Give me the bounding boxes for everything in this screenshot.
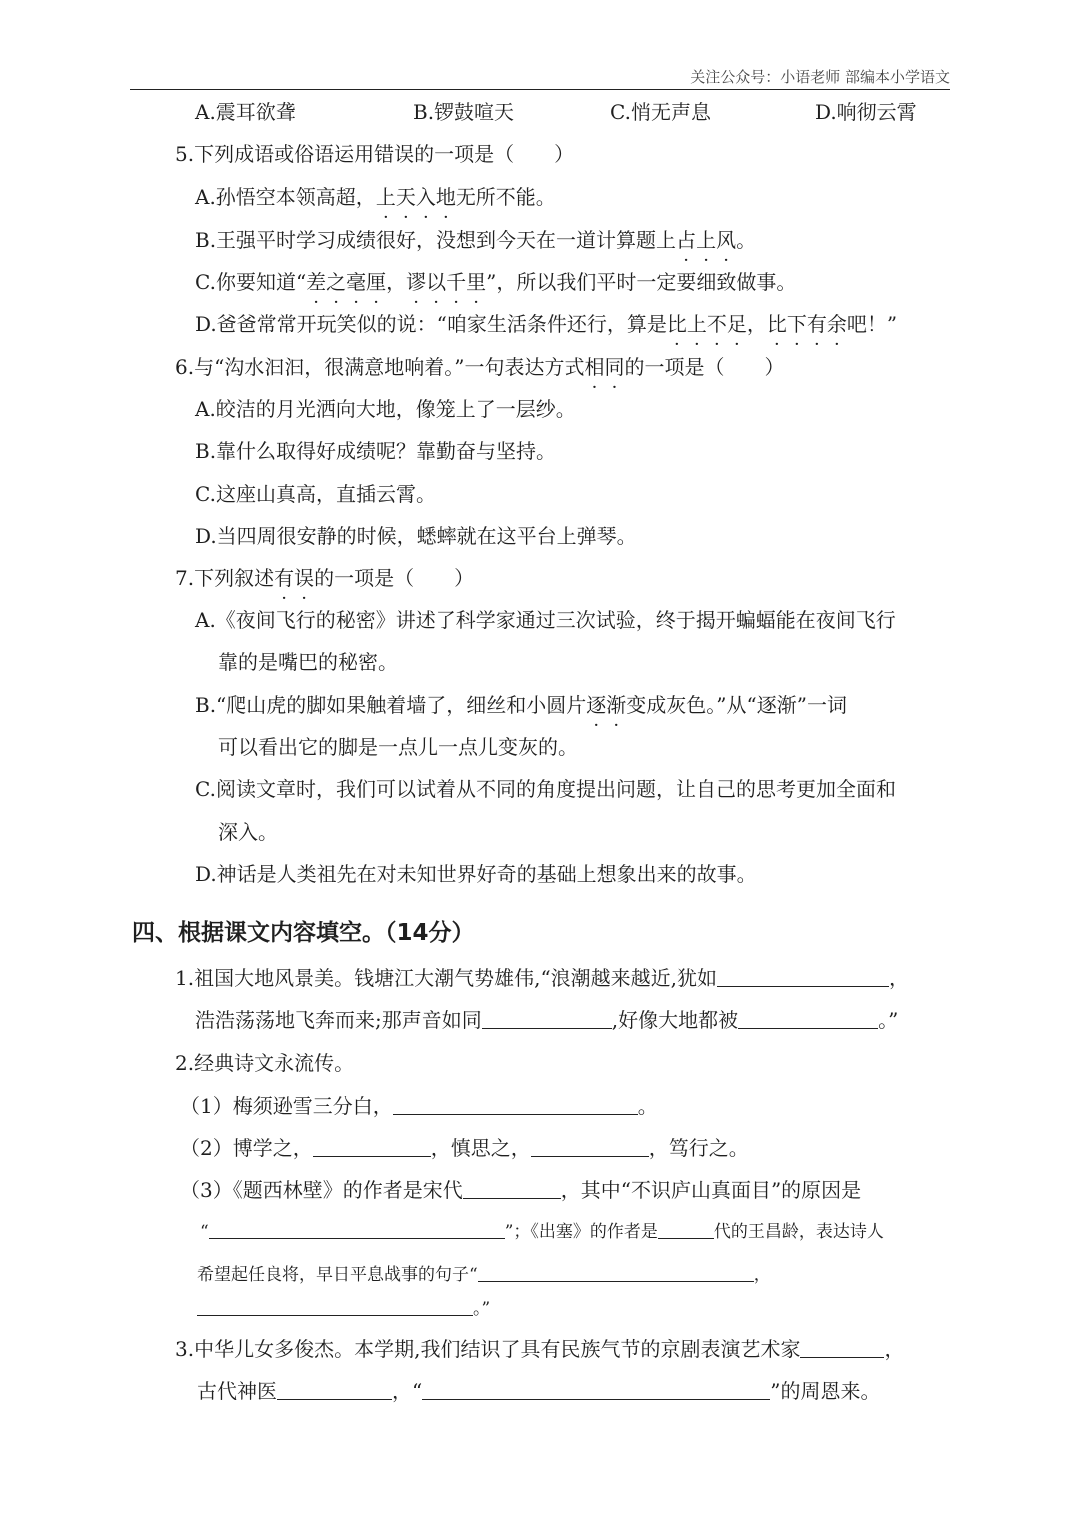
text: 无所不能。: [455, 185, 556, 209]
text: C.你要知道“: [195, 270, 307, 294]
dotted-char: 入: [415, 185, 436, 209]
fill-2-3-line4: [197, 1295, 490, 1323]
text: 。: [637, 1094, 658, 1118]
fill-2-2: [180, 1134, 749, 1162]
text: A.孙悟空本领高超，: [195, 185, 376, 209]
answer-blank[interactable]: [478, 1261, 754, 1282]
dotted-char: 足: [726, 312, 747, 336]
dotted-char: 逐: [586, 693, 607, 717]
answer-blank[interactable]: [393, 1094, 638, 1115]
dotted-char: 以: [426, 270, 447, 294]
text: ，: [746, 312, 767, 336]
text: 7.下列叙述: [175, 566, 275, 590]
dotted-char: 渐: [606, 693, 627, 717]
answer-blank[interactable]: [463, 1178, 561, 1199]
option-a: A.震耳欲聋: [195, 100, 296, 124]
question-5-option-b: [195, 226, 756, 254]
question-6-option-d: D.当四周很安静的时候，蟋蟀就在这平台上弹琴。: [195, 524, 637, 548]
option-d: D.响彻云霄: [815, 100, 917, 124]
text: 。”: [473, 1299, 491, 1319]
dotted-char: 比: [766, 312, 787, 336]
fill-2-3-line2: [200, 1218, 884, 1246]
question-5-option-a: [195, 183, 556, 211]
text: 1.祖国大地风景美。钱塘江大潮气势雄伟,“浪潮越来越近,犹如: [175, 966, 718, 990]
dotted-char: 地: [435, 185, 456, 209]
page-header: 关注公众号：小语老师 部编本小学语文: [690, 68, 950, 86]
text: ”，所以我们平时一定要细致做事。: [486, 270, 797, 294]
question-7-option-d: D.神话是人类祖先在对未知世界好奇的基础上想象出来的故事。: [195, 862, 757, 886]
question-7-option-b-line1: [195, 691, 847, 719]
fill-2-3-line3: [197, 1261, 771, 1289]
question-5-option-c: [195, 268, 796, 296]
question-6-option-a: A.皎洁的月光洒向大地，像笼上了一层纱。: [195, 397, 576, 421]
dotted-char: 风: [716, 228, 737, 252]
question-7-option-a-line2: 靠的是嘴巴的秘密。: [218, 650, 398, 674]
text: 3.中华儿女多俊杰。本学期,我们结识了具有民族气节的京剧表演艺术家: [175, 1337, 801, 1361]
dotted-char: 误: [294, 566, 315, 590]
text: ，: [753, 1265, 771, 1285]
text: 。: [736, 228, 757, 252]
question-7-option-c-line2: 深入。: [218, 820, 278, 844]
text: 。”: [878, 1008, 899, 1032]
answer-blank[interactable]: [422, 1379, 770, 1400]
dotted-char: 上: [696, 228, 717, 252]
text: （2）博学之，: [180, 1136, 313, 1160]
fill-2-3-line1: [180, 1176, 861, 1204]
fill-2-1: [180, 1092, 658, 1120]
dotted-char: 占: [676, 228, 697, 252]
text: ，笃行之。: [648, 1136, 749, 1160]
question-5-stem: 5.下列成语或俗语运用错误的一项是（ ）: [175, 142, 575, 166]
answer-blank[interactable]: [209, 1218, 505, 1239]
question-5-option-d: [195, 310, 897, 338]
text: ，: [889, 966, 910, 990]
question-7-stem: [175, 564, 474, 592]
question-7-option-a-line1: A.《夜间飞行的秘密》讲述了科学家通过三次试验，终于揭开蝙蝠能在夜间飞行: [195, 608, 896, 632]
dotted-char: 厘: [366, 270, 387, 294]
dotted-char: 天: [395, 185, 416, 209]
fill-1-line2: [195, 1006, 898, 1034]
question-7-option-c-line1: C.阅读文章时，我们可以试着从不同的角度提出问题，让自己的思考更加全面和: [195, 777, 896, 801]
dotted-char: 有: [806, 312, 827, 336]
answer-blank[interactable]: [313, 1136, 431, 1157]
text: 变成灰色。”从“逐渐”一词: [626, 693, 847, 717]
header-rule: [130, 89, 950, 90]
text: ，: [884, 1337, 905, 1361]
text: 浩浩荡荡地飞奔而来;那声音如同: [195, 1008, 482, 1032]
text: 的一项是（ ）: [314, 566, 475, 590]
text: 古代神医: [197, 1379, 277, 1403]
answer-blank[interactable]: [482, 1008, 612, 1029]
text: ，其中“不识庐山真面目”的原因是: [560, 1178, 862, 1202]
fill-3-line1: [175, 1335, 904, 1363]
text: ,好像大地都被: [611, 1008, 739, 1032]
answer-blank[interactable]: [738, 1008, 878, 1029]
dotted-char: 千: [446, 270, 467, 294]
question-7-option-b-line2: 可以看出它的脚是一点儿一点儿变灰的。: [218, 735, 578, 759]
text: D.爸爸常常开玩笑似的说：“咱家生活条件还行，算是: [195, 312, 667, 336]
answer-blank[interactable]: [531, 1136, 649, 1157]
option-b: B.锣鼓喧天: [413, 100, 515, 124]
dotted-char: 下: [786, 312, 807, 336]
fill-1-line1: [175, 964, 909, 992]
answer-blank[interactable]: [800, 1337, 884, 1358]
text: 吧！”: [846, 312, 898, 336]
text: （3）《题西林壁》的作者是宋代: [180, 1178, 463, 1202]
dotted-char: 之: [326, 270, 347, 294]
text: B.王强平时学习成绩很好，没想到今天在一道计算题上: [195, 228, 677, 252]
text: ，“: [392, 1379, 423, 1403]
answer-blank[interactable]: [277, 1379, 392, 1400]
section-4-title: 四、根据课文内容填空。（14分）: [132, 920, 475, 946]
text: B.“爬山虎的脚如果触着墙了，细丝和小圆片: [195, 693, 587, 717]
dotted-char: 里: [466, 270, 487, 294]
dotted-char: 有: [274, 566, 295, 590]
dotted-char: 毫: [346, 270, 367, 294]
text: ”的周恩来。: [770, 1379, 881, 1403]
dotted-char: 余: [826, 312, 847, 336]
question-6-option-c: C.这座山真高，直插云霄。: [195, 482, 436, 506]
text: ，慎思之，: [430, 1136, 531, 1160]
dotted-char: 比: [666, 312, 687, 336]
dotted-char: 谬: [406, 270, 427, 294]
dotted-char: 上: [686, 312, 707, 336]
text: “: [200, 1222, 209, 1242]
text: ，: [386, 270, 407, 294]
option-c: C.悄无声息: [610, 100, 711, 124]
dotted-char: 上: [375, 185, 396, 209]
text: ”；《出塞》的作者是: [504, 1222, 658, 1242]
question-6-stem: [175, 353, 785, 381]
fill-3-line2: [197, 1377, 880, 1405]
text: 的一项是（ ）: [624, 355, 785, 379]
dotted-char: 相: [584, 355, 605, 379]
dotted-char: 同: [604, 355, 625, 379]
answer-blank[interactable]: [658, 1218, 714, 1239]
answer-blank[interactable]: [197, 1295, 473, 1316]
question-6-option-b: B.靠什么取得好成绩呢？靠勤奋与坚持。: [195, 439, 557, 463]
text: 代的王昌龄，表达诗人: [713, 1222, 884, 1242]
text: （1）梅须逊雪三分白，: [180, 1094, 393, 1118]
text: 6.与“沟水汩汩，很满意地响着。”一句表达方式: [175, 355, 585, 379]
answer-blank[interactable]: [717, 966, 889, 987]
dotted-char: 不: [706, 312, 727, 336]
dotted-char: 差: [306, 270, 327, 294]
fill-2-title: 2.经典诗文永流传。: [175, 1051, 355, 1075]
text: 希望起任良将，早日平息战事的句子“: [197, 1265, 478, 1285]
